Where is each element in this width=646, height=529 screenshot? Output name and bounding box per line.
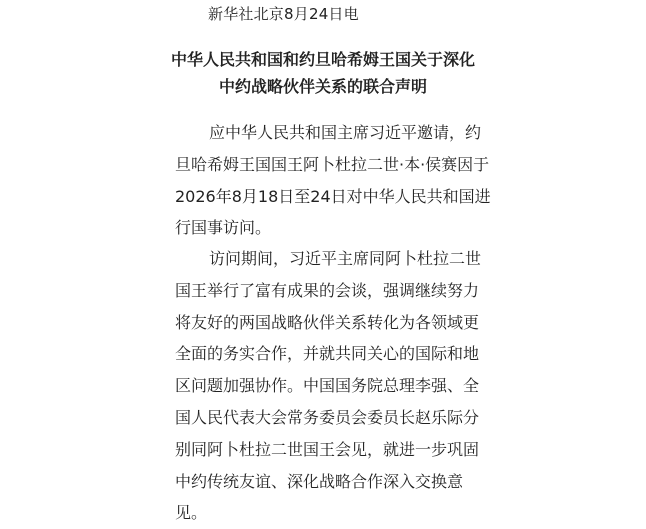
- paragraph-line: 别同阿卜杜拉二世国王会见，就进一步巩固: [175, 439, 480, 459]
- paragraph-line: 访问期间，习近平主席同阿卜杜拉二世: [209, 249, 482, 268]
- paragraph-talks: [175, 243, 482, 529]
- paragraph-line: 2026年8月18日至24日对中华人民共和国进: [175, 186, 491, 206]
- paragraph-line: 行国事访问。: [175, 218, 272, 238]
- article-title: [150, 46, 496, 100]
- paragraph-line: 旦哈希姆王国国王阿卜杜拉二世·本·侯赛因于: [175, 154, 490, 174]
- paragraph-line: 区问题加强协作。中国国务院总理李强、全: [175, 376, 480, 396]
- paragraph-line: 将友好的两国战略伙伴关系转化为各领域更: [175, 312, 480, 332]
- paragraph-line: 应中华人民共和国主席习近平邀请，约: [209, 123, 482, 142]
- dateline: 新华社北京8月24日电: [208, 5, 359, 23]
- paragraph-line: 国人民代表大会常务委员会委员长赵乐际分: [175, 407, 480, 427]
- paragraph-line: 见。: [175, 503, 208, 523]
- paragraph-line: 全面的务实合作，并就共同关心的国际和地: [175, 344, 480, 364]
- title-line: 中华人民共和国和约旦哈希姆王国关于深化: [170, 50, 475, 69]
- paragraph-line: 中约传统友谊、深化战略合作深入交换意: [175, 471, 464, 491]
- title-line: 中约战略伙伴关系的联合声明: [218, 77, 427, 96]
- paragraph-visit-announcement: [175, 117, 491, 244]
- paragraph-line: 国王举行了富有成果的会谈，强调继续努力: [175, 280, 480, 300]
